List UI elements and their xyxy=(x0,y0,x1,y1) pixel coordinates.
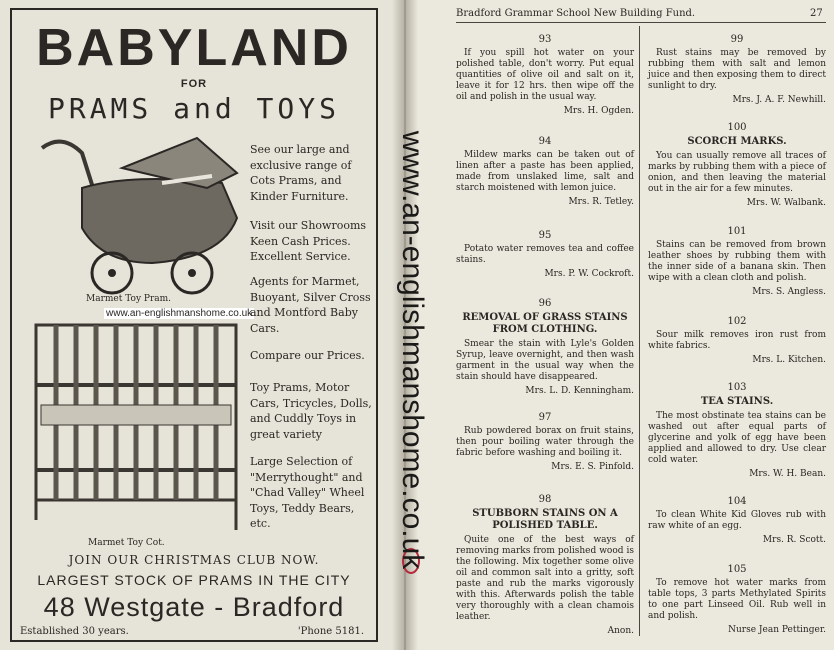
ad-text-selection: Large Selection of "Merrythought" and "Chad Valley" Wheel Toys, Teddy Bears, etc. xyxy=(250,455,365,530)
caption-pram: Marmet Toy Pram. xyxy=(86,294,172,304)
recipe-entry xyxy=(456,230,634,280)
entry-body: The most obstinate tea stains can be washed out after equal parts of glycerine and yolk of egg have been applied and allowed to dry. Use clear cold water. xyxy=(648,411,826,465)
ad-club: JOIN OUR CHRISTMAS CLUB NOW. xyxy=(68,553,320,567)
ad-address: 48 Westgate - Bradford xyxy=(43,592,345,622)
ad-text-toys: Toy Prams, Motor Cars, Tricycles, Dolls, and Cuddly Toys in great variety xyxy=(250,381,372,441)
entry-body: Mildew marks can be taken out of linen after a paste has been applied, made from unslaked lime, salt and starch moistened with lemon juice. xyxy=(456,150,634,193)
entry-signature: Anon. xyxy=(607,626,634,636)
entry-body: Smear the stain with Lyle's Golden Syrup, leave overnight, and then wash garment in the usual way when the stain should have disappeared. xyxy=(456,339,634,382)
entry-number: 97 xyxy=(538,412,552,423)
entry-number: 100 xyxy=(727,122,747,133)
header-rule xyxy=(456,22,826,23)
entry-signature: Mrs. L. D. Kenningham. xyxy=(525,386,634,396)
column-rule xyxy=(639,26,640,636)
right-page xyxy=(404,0,834,650)
pram-illustration xyxy=(22,128,244,298)
entry-number: 105 xyxy=(727,564,747,575)
entry-heading: STUBBORN STAINS ON A POLISHED TABLE. xyxy=(472,508,618,531)
ad-phone: 'Phone 5181. xyxy=(297,626,364,637)
entry-signature: Mrs. P. W. Cockroft. xyxy=(544,269,634,279)
cot-illustration xyxy=(26,310,248,535)
vertical-watermark-text: www.an-englishmanshome.co.uk xyxy=(396,130,429,570)
entry-number: 96 xyxy=(538,298,552,309)
ad-text-range: See our large and exclusive range of Cots Prams, and Kinder Furniture. xyxy=(250,143,352,203)
babyland-advert xyxy=(10,8,378,642)
ad-text-compare: Compare our Prices. xyxy=(250,349,365,362)
entry-signature: Mrs. L. Kitchen. xyxy=(752,355,826,365)
recipe-entry xyxy=(648,382,826,480)
vertical-watermark xyxy=(388,100,436,600)
recipe-entry xyxy=(456,494,634,637)
entry-signature: Mrs. J. A. F. Newhill. xyxy=(732,95,826,105)
entry-signature: Mrs. W. H. Bean. xyxy=(749,469,826,479)
recipe-entry xyxy=(648,316,826,366)
recipe-entry xyxy=(648,564,826,636)
entry-heading: TEA STAINS. xyxy=(700,396,774,407)
entry-number: 94 xyxy=(538,136,552,147)
recipe-entry xyxy=(648,34,826,106)
entry-number: 99 xyxy=(730,34,744,45)
entry-signature: Mrs. E. S. Pinfold. xyxy=(551,462,634,472)
page-number: 27 xyxy=(810,8,823,19)
recipe-entry xyxy=(456,34,634,117)
ad-stock: LARGEST STOCK OF PRAMS IN THE CITY xyxy=(37,572,351,588)
entry-heading: SCORCH MARKS. xyxy=(687,136,787,147)
ad-text-agents: Agents for Marmet, Buoyant, Silver Cross and Montford Baby Cars. xyxy=(250,275,371,335)
entry-number: 95 xyxy=(538,230,552,241)
entry-body: Stains can be removed from brown leather shoes by rubbing them with the inner side of a banana skin. Then wipe with a clean cloth and polish. xyxy=(648,240,826,283)
ad-established: Established 30 years. xyxy=(20,626,129,637)
watermark-small: www.an-englishmanshome.co.uk xyxy=(106,308,253,319)
ad-text-showrooms: Visit our Showrooms Keen Cash Prices. Excellent Service. xyxy=(250,219,367,263)
entry-number: 93 xyxy=(538,34,552,45)
recipe-entry xyxy=(648,226,826,298)
recipe-entry xyxy=(648,122,826,209)
entry-signature: Mrs. S. Angless. xyxy=(752,287,826,297)
entry-body: You can usually remove all traces of marks by rubbing them with a piece of onion, and then leaving the material out in the air for a few minutes. xyxy=(648,151,826,194)
entry-body: Sour milk removes iron rust from white fabrics. xyxy=(648,330,826,351)
recipe-entry xyxy=(456,298,634,397)
entry-number: 104 xyxy=(727,496,747,507)
entry-body: To clean White Kid Gloves rub with raw white of an egg. xyxy=(648,510,826,531)
entry-body: Potato water removes tea and coffee stains. xyxy=(456,244,634,265)
running-header: Bradford Grammar School New Building Fund. xyxy=(456,8,696,19)
entry-number: 103 xyxy=(727,382,747,393)
ad-subtitle: PRAMS and TOYS xyxy=(47,92,340,125)
entry-body: To remove hot water marks from table tops, 3 parts Methylated Spirits to one part Linseed Oil. Rub well in and polish. xyxy=(648,578,826,621)
entry-body: Rust stains may be removed by rubbing them with salt and lemon juice and then exposing them to direct sunlight to dry. xyxy=(648,48,826,91)
entry-signature: Mrs. R. Scott. xyxy=(762,535,826,545)
recipe-entry xyxy=(456,136,634,208)
caption-cot: Marmet Toy Cot. xyxy=(88,538,165,548)
entry-signature: Mrs. W. Walbank. xyxy=(746,198,826,208)
entry-signature: Nurse Jean Pettinger. xyxy=(728,625,826,635)
entry-body: Rub powdered borax on fruit stains, then pour boiling water through the fabric before washing and boiling it. xyxy=(456,426,634,458)
entry-number: 101 xyxy=(727,226,747,237)
ad-for: FOR xyxy=(180,78,208,90)
entry-number: 98 xyxy=(538,494,552,505)
ad-title: BABYLAND xyxy=(36,19,352,77)
entry-signature: Mrs. H. Ogden. xyxy=(563,106,634,116)
left-page xyxy=(0,0,404,650)
entry-signature: Mrs. R. Tetley. xyxy=(568,197,634,207)
recipe-entry xyxy=(648,496,826,546)
entry-body: If you spill hot water on your polished table, don't worry. Put equal quantities of olive oil and salt on it, leave it for 12 hrs. then wipe off the oil and polish in the usual way. xyxy=(456,48,634,102)
entry-number: 102 xyxy=(727,316,747,327)
recipe-entry xyxy=(456,412,634,473)
entry-heading: REMOVAL OF GRASS STAINS FROM CLOTHING. xyxy=(462,312,628,335)
entry-body: Quite one of the best ways of removing marks from polished wood is the following. Mix together some olive oil and common salt into a gritty, soft paste and rub the marks vigorously with this. Afterwards polish the table very thoroughly with a clean chamois leather. xyxy=(456,535,634,622)
